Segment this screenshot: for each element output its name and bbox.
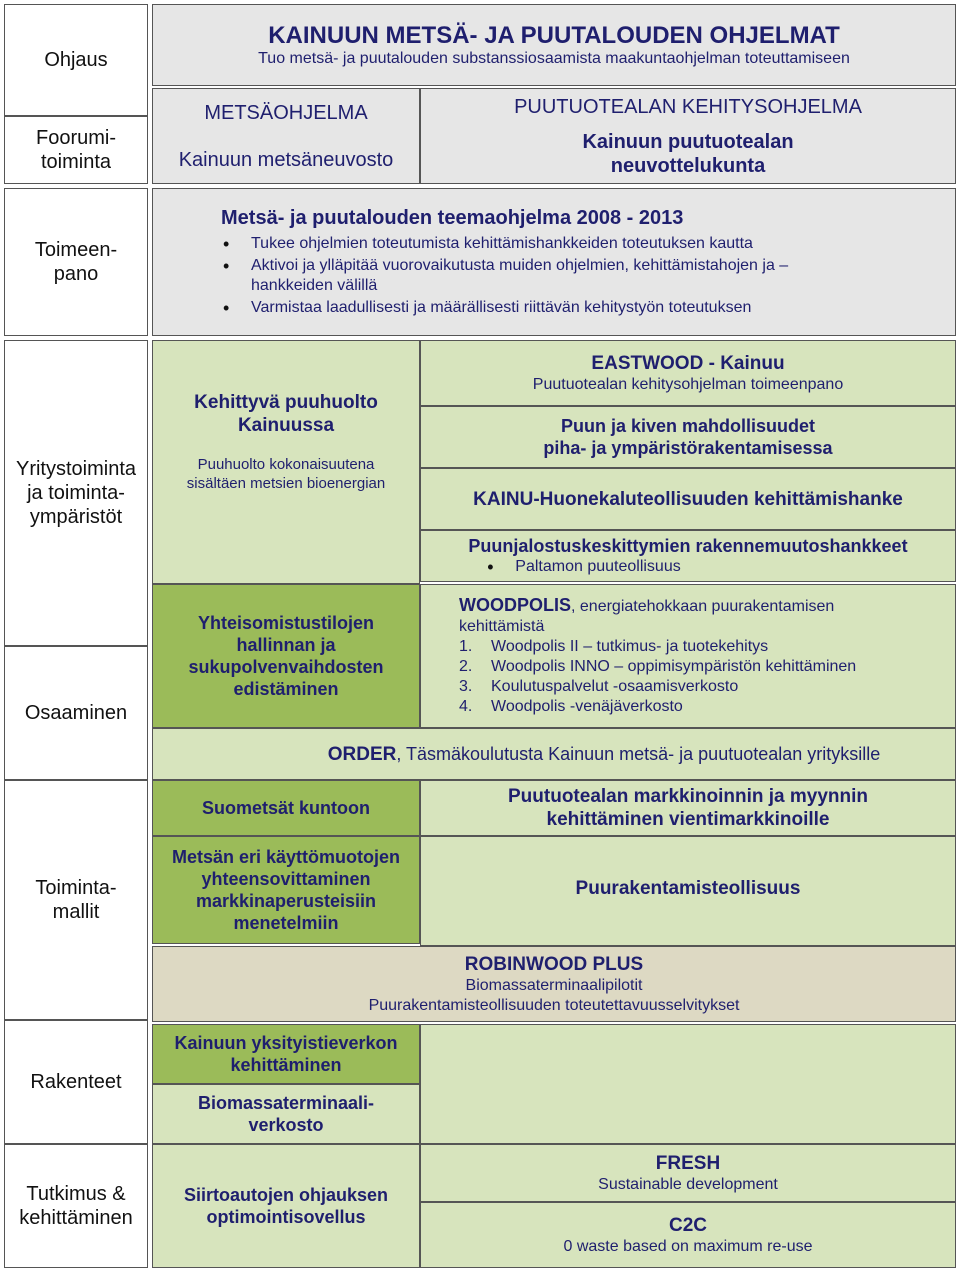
list-item: 1. Woodpolis II – tutkimus- ja tuotekehitys (459, 638, 769, 655)
kayttomuodot-box: Metsän eri käyttömuotojen yhteensovittaminen markkinaperusteisiin menetelmiin (152, 836, 420, 944)
list-item: 2. Woodpolis INNO – oppimisympäristön kehittäminen (459, 658, 857, 675)
metsaohjelma-box (152, 88, 420, 184)
puuhuolto-box (152, 340, 420, 584)
row-label-tutkimus: Tutkimus & kehittäminen (4, 1144, 148, 1268)
header-title: KAINUUN METSÄ- JA PUUTALOUDEN OHJELMAT (268, 22, 840, 49)
puurakentamis-box: Puurakentamisteollisuus (420, 836, 956, 946)
list-item: 3. Koulutuspalvelut -osaamisverkosto (459, 678, 739, 695)
metsaneuvosto: Kainuun metsäneuvosto (178, 148, 394, 171)
puuhuolto-title: Kehittyvä puuhuolto Kainuussa (194, 392, 378, 436)
woodpolis-box: WOODPOLIS, energiatehokkaan puurakentamisen kehittämistä 1. Woodpolis II – tutkimus- ja tuotekehitys 2. Woodpolis INNO – oppimisympäristön kehittäminen 3. Koulutuspalvelut -osaamisverkosto 4. Woodpolis -venäjäverkosto (420, 584, 956, 728)
header-subtitle: Tuo metsä- ja puutalouden substanssiosaamista maakuntaohjelman toteuttamiseen (258, 50, 850, 67)
robinwood-box: ROBINWOOD PLUS Biomassaterminaalipilotit Puurakentamisteollisuuden toteutettavuusselvitykset (152, 946, 956, 1022)
list-item: • Varmistaa laadullisesti ja määrällisesti riittävän kehitystyön toteutuksen (221, 298, 811, 318)
yhteisomistus-box: Yhteisomistustilojen hallinnan ja sukupolvenvaihdosten edistäminen (152, 584, 420, 728)
puuhuolto-subtitle: Puuhuolto kokonaisuutena sisältäen metsien bioenergian (186, 456, 386, 492)
row-label-osaaminen: Osaaminen (4, 646, 148, 780)
teemaohjelma-box (152, 188, 956, 336)
metsaohjelma-title: METSÄOHJELMA (204, 101, 368, 124)
row-label-yritystoiminta: Yritystoiminta ja toiminta- ympäristöt (4, 340, 148, 646)
list-item: • Tukee ohjelmien toteutumista kehittämishankkeiden toteutuksen kautta (221, 234, 811, 254)
empty-rakenteet-box (420, 1024, 956, 1144)
c2c-box: C2C 0 waste based on maximum re-use (420, 1202, 956, 1268)
woodpolis-list (459, 637, 856, 717)
kainu-box: KAINU-Huonekaluteollisuuden kehittämishanke (420, 468, 956, 530)
teemaohjelma-bullets (221, 234, 811, 318)
puutuoteala-box (420, 88, 956, 184)
puun-kiven-box: Puun ja kiven mahdollisuudet piha- ja ympäristörakentamisessa (420, 406, 956, 468)
row-label-ohjaus: Ohjaus (4, 4, 148, 116)
teemaohjelma-title: Metsä- ja puutalouden teemaohjelma 2008 - 2013 (221, 207, 684, 229)
header-box (152, 4, 956, 86)
list-item: • Aktivoi ja ylläpitää vuorovaikutusta muiden ohjelmien, kehittämistahojen ja –hankkeiden välillä (221, 256, 811, 296)
siirtoautot-box: Siirtoautojen ohjauksen optimointisovellus (152, 1144, 420, 1268)
row-label-toimintamallit: Toiminta- mallit (4, 780, 148, 1020)
row-label-foorumi: Foorumi- toiminta (4, 116, 148, 184)
yksityistie-box: Kainuun yksityistieverkon kehittäminen (152, 1024, 420, 1084)
biomassaterminaali-box: Biomassaterminaali- verkosto (152, 1084, 420, 1144)
order-box: ORDER, Täsmäkoulutusta Kainuun metsä- ja puutuotealan yrityksille (152, 728, 956, 780)
row-label-toimeenpano: Toimeen- pano (4, 188, 148, 336)
neuvottelukunta: Kainuun puutuotealan neuvottelukunta (582, 130, 794, 177)
list-item: 4. Woodpolis -venäjäverkosto (459, 698, 683, 715)
puutuoteala-title: PUUTUOTEALAN KEHITYSOHJELMA (514, 95, 862, 118)
fresh-box: FRESH Sustainable development (420, 1144, 956, 1202)
row-label-rakenteet: Rakenteet (4, 1020, 148, 1144)
eastwood-box: EASTWOOD - Kainuu Puutuotealan kehitysohjelman toimeenpano (420, 340, 956, 406)
puunjalostus-box: Puunjalostuskeskittymien rakennemuutoshankkeet • Paltamon puuteollisuus (420, 530, 956, 582)
suometsat-box: Suometsät kuntoon (152, 780, 420, 836)
markkinointi-box: Puutuotealan markkinoinnin ja myynnin kehittäminen vientimarkkinoille (420, 780, 956, 836)
list-item: • Paltamon puuteollisuus (485, 557, 680, 577)
